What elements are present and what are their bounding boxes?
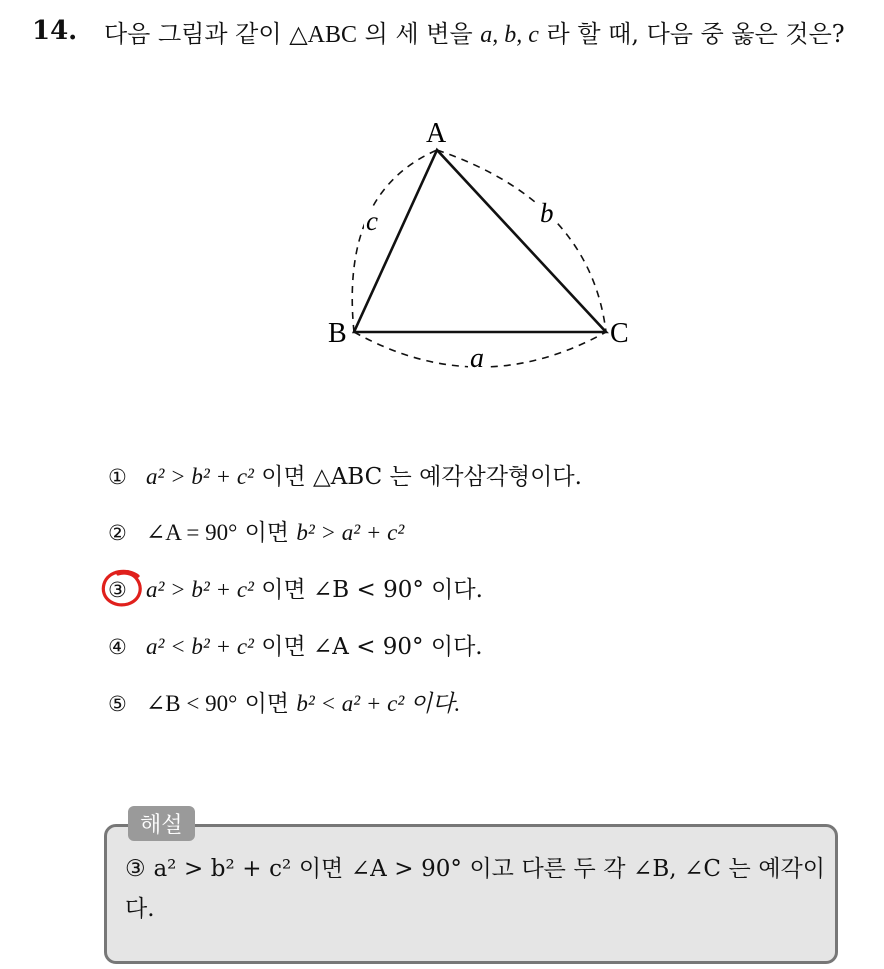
choice-1[interactable] bbox=[108, 460, 582, 494]
choice-3-connector: 이면 bbox=[253, 577, 313, 603]
explanation-box bbox=[104, 824, 838, 964]
triangle-figure bbox=[320, 112, 650, 382]
choice-3-number: ③ bbox=[108, 578, 127, 602]
choice-2-condition: ∠A = 90° bbox=[146, 520, 238, 545]
choice-1-number: ① bbox=[108, 465, 127, 489]
choice-1-connector: 이면 bbox=[253, 464, 313, 490]
side-a-label: a bbox=[470, 343, 484, 374]
choice-3[interactable] bbox=[108, 573, 483, 607]
question-text bbox=[104, 16, 864, 54]
choice-5-number: ⑤ bbox=[108, 692, 127, 716]
answer-circle-mark bbox=[100, 568, 146, 610]
choice-2-number: ② bbox=[108, 521, 127, 545]
choice-1-conclusion: △ABC 는 예각삼각형이다. bbox=[313, 464, 582, 490]
side-b-label: b bbox=[540, 198, 554, 228]
choice-2[interactable] bbox=[108, 516, 404, 550]
question-text-post: 라 할 때, 다음 중 옳은 것은? bbox=[538, 20, 845, 48]
choice-4-connector: 이면 bbox=[253, 634, 313, 660]
question-number: 14. bbox=[32, 16, 78, 46]
choice-2-connector: 이면 bbox=[237, 520, 297, 546]
choice-4[interactable] bbox=[108, 630, 483, 664]
vertex-c-label: C bbox=[610, 318, 629, 349]
choice-5-condition: ∠B < 90° bbox=[146, 691, 238, 716]
question-text-pre: 다음 그림과 같이 bbox=[104, 20, 290, 48]
side-names: a, b, c bbox=[480, 22, 539, 48]
choice-5-connector: 이면 bbox=[237, 691, 297, 717]
choice-4-condition: a² < b² + c² bbox=[146, 634, 254, 659]
choice-3-condition: a² > b² + c² bbox=[146, 577, 254, 602]
choice-2-conclusion: b² > a² + c² bbox=[296, 520, 405, 545]
vertex-b-label: B bbox=[328, 318, 347, 349]
triangle-abc bbox=[354, 150, 606, 332]
choice-1-condition: a² > b² + c² bbox=[146, 464, 254, 489]
choice-3-conclusion: ∠B < 90° 이다. bbox=[313, 577, 483, 603]
choice-4-number: ④ bbox=[108, 635, 127, 659]
explanation-text: ③ a² > b² + c² 이면 ∠A > 90° 이고 다른 두 각 ∠B, ∠C 는 예각이다. bbox=[125, 856, 825, 922]
triangle-name: △ABC bbox=[289, 22, 357, 48]
side-c-label: c bbox=[366, 206, 378, 236]
choice-5-conclusion: b² < a² + c² 이다. bbox=[296, 691, 461, 716]
vertex-a-label: A bbox=[426, 118, 447, 149]
choice-4-conclusion: ∠A < 90° 이다. bbox=[313, 634, 483, 660]
question-text-mid: 의 세 변을 bbox=[357, 20, 481, 48]
choice-5[interactable] bbox=[108, 687, 460, 721]
explanation-label: 해설 bbox=[128, 806, 195, 841]
